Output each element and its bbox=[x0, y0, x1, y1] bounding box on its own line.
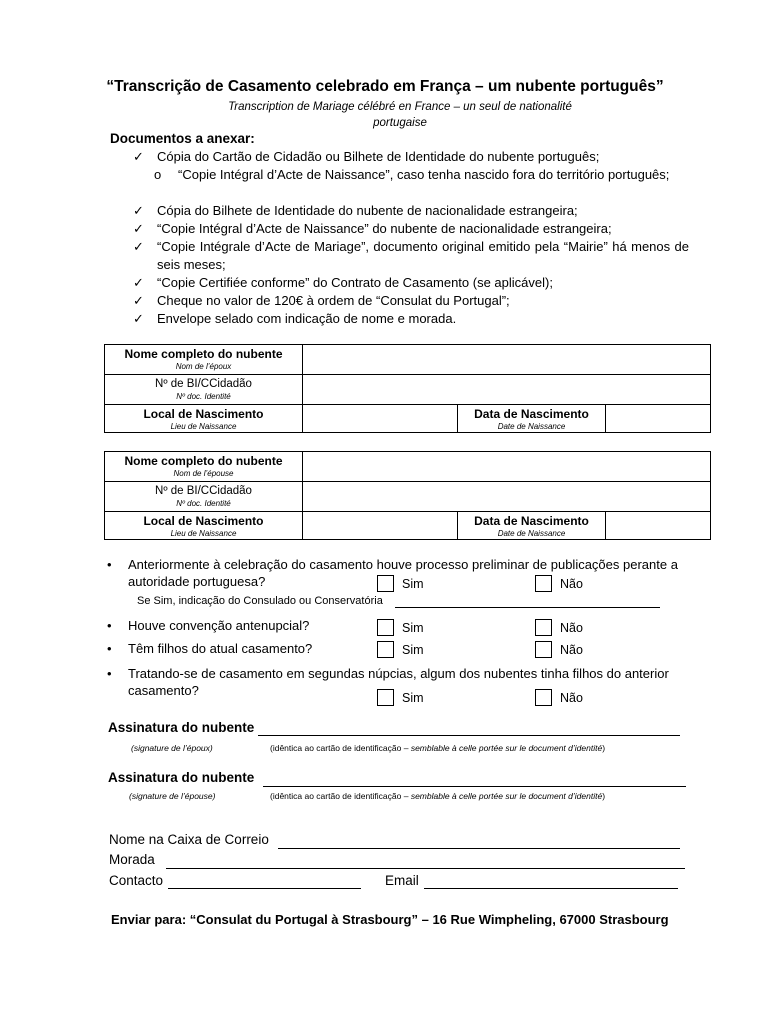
check-icon: ✓ bbox=[133, 275, 144, 290]
children-current-no-checkbox[interactable] bbox=[535, 641, 552, 658]
full-name-sublabel: Nom de l’épouse bbox=[173, 469, 234, 478]
no-label: Não bbox=[560, 577, 583, 591]
question-children-current: Têm filhos do atual casamento? bbox=[128, 641, 313, 656]
question-publications-line2: autoridade portuguesa? bbox=[128, 574, 266, 589]
signature-note-pt: (idêntica ao cartão de identificação – bbox=[270, 743, 411, 753]
question-children-previous-line1: Tratando-se de casamento em segundas núpcias, algum dos nubentes tinha filhos do anterior bbox=[128, 666, 669, 681]
checklist-item-text: “Copie Intégral d’Acte de Naissance”, caso tenha nascido fora do território português; bbox=[178, 167, 670, 182]
signature-1-sublabel: (signature de l’époux) bbox=[131, 743, 213, 753]
signature-note-fr: semblable à celle portée sur le document d’identité bbox=[410, 743, 603, 753]
check-icon: ✓ bbox=[133, 221, 144, 236]
question-prenup: Houve convenção antenupcial? bbox=[128, 618, 310, 633]
check-icon: ✓ bbox=[133, 311, 144, 326]
birthplace-label: Local de Nascimento bbox=[143, 407, 264, 421]
children-current-yes-checkbox[interactable] bbox=[377, 641, 394, 658]
contact-field[interactable] bbox=[168, 888, 361, 889]
signature-note-pt: (idêntica ao cartão de identificação – bbox=[270, 791, 411, 801]
question-publications-line1: Anteriormente à celebração do casamento houve processo preliminar de publicações perante a bbox=[128, 557, 678, 572]
birthplace-sublabel: Lieu de Naissance bbox=[170, 529, 237, 538]
checklist-item bbox=[133, 202, 693, 220]
form-subtitle bbox=[200, 99, 600, 131]
birthdate-label-cell bbox=[458, 512, 606, 540]
yes-label: Sim bbox=[402, 643, 424, 657]
checklist-item-text: “Copie Intégral d’Acte de Naissance” do nubente de nacionalidade estrangeira; bbox=[157, 221, 612, 236]
subtitle-line-1: Transcription de Mariage célébré en France – un seul de nationalité bbox=[228, 101, 572, 113]
id-number-label: Nº de BI/CCidadão bbox=[155, 378, 252, 390]
checklist-sub-item bbox=[154, 166, 694, 202]
signature-2-field[interactable] bbox=[263, 786, 686, 787]
id-number-sublabel: Nº doc. Identité bbox=[176, 499, 231, 508]
name-label-cell bbox=[105, 452, 303, 482]
checklist-item bbox=[133, 148, 693, 166]
checklist-item bbox=[133, 310, 693, 328]
birthplace-label: Local de Nascimento bbox=[143, 514, 264, 528]
signature-2-sublabel: (signature de l’épouse) bbox=[129, 791, 216, 801]
spouse-2-table bbox=[104, 451, 711, 540]
address-field[interactable] bbox=[166, 868, 685, 869]
signature-1-label: Assinatura do nubente bbox=[108, 720, 255, 735]
full-name-label: Nome completo do nubente bbox=[124, 454, 283, 468]
checklist-item-text: Cópia do Bilhete de Identidade do nubente de nacionalidade estrangeira; bbox=[157, 203, 578, 218]
checklist-item bbox=[133, 292, 693, 310]
birthplace-label-cell bbox=[105, 512, 303, 540]
id-number-field[interactable] bbox=[303, 482, 711, 512]
no-label: Não bbox=[560, 691, 583, 705]
check-icon: ✓ bbox=[133, 149, 144, 164]
birthdate-label: Data de Nascimento bbox=[474, 514, 589, 528]
email-field[interactable] bbox=[424, 888, 678, 889]
bullet-dot-icon: • bbox=[107, 618, 112, 633]
checklist-item-text: Cheque no valor de 120€ à ordem de “Consulat du Portugal”; bbox=[157, 293, 510, 308]
signature-note-end: ) bbox=[602, 791, 606, 801]
full-name-field[interactable] bbox=[303, 452, 711, 482]
birthplace-sublabel: Lieu de Naissance bbox=[170, 422, 237, 431]
bullet-dot-icon: • bbox=[107, 666, 112, 681]
signature-note-fr: semblable à celle portée sur le document d’identité bbox=[410, 791, 603, 801]
prenup-yes-checkbox[interactable] bbox=[377, 619, 394, 636]
consulate-followup-label: Se Sim, indicação do Consulado ou Conservatória bbox=[137, 595, 383, 607]
checklist-item-text: Envelope selado com indicação de nome e morada. bbox=[157, 311, 457, 326]
bullet-dot-icon: • bbox=[107, 557, 112, 572]
send-to-address: Enviar para: “Consulat du Portugal à Strasbourg” – 16 Rue Wimpheling, 67000 Strasbourg bbox=[111, 912, 669, 927]
birthdate-label: Data de Nascimento bbox=[474, 407, 589, 421]
check-icon: ✓ bbox=[133, 203, 144, 218]
subtitle-line-2: portugaise bbox=[373, 117, 427, 129]
checklist-item-text: “Copie Intégrale d’Acte de Mariage”, documento original emitido pela “Mairie” há menos de seis meses; bbox=[157, 239, 689, 272]
birthdate-sublabel: Date de Naissance bbox=[497, 422, 566, 431]
checklist-item bbox=[133, 220, 693, 238]
signature-1-field[interactable] bbox=[258, 735, 680, 736]
birthdate-sublabel: Date de Naissance bbox=[497, 529, 566, 538]
birthdate-field[interactable] bbox=[606, 512, 711, 540]
sub-bullet-icon: o bbox=[154, 167, 162, 182]
email-label: Email bbox=[385, 873, 419, 888]
spouse-1-table bbox=[104, 344, 711, 433]
mailbox-name-field[interactable] bbox=[278, 848, 680, 849]
signature-note-end: ) bbox=[602, 743, 606, 753]
id-number-field[interactable] bbox=[303, 375, 711, 405]
full-name-label: Nome completo do nubente bbox=[124, 347, 283, 361]
checklist-item bbox=[133, 274, 693, 292]
checklist-item-text: Cópia do Cartão de Cidadão ou Bilhete de Identidade do nubente português; bbox=[157, 149, 600, 164]
publications-no-checkbox[interactable] bbox=[535, 575, 552, 592]
consulate-field[interactable] bbox=[395, 607, 660, 608]
no-label: Não bbox=[560, 621, 583, 635]
contact-label: Contacto bbox=[109, 873, 164, 888]
birthplace-field[interactable] bbox=[303, 512, 458, 540]
prenup-no-checkbox[interactable] bbox=[535, 619, 552, 636]
id-number-label: Nº de BI/CCidadão bbox=[155, 485, 252, 497]
documents-heading: Documentos a anexar: bbox=[110, 131, 255, 146]
yes-label: Sim bbox=[402, 691, 424, 705]
mailbox-name-label: Nome na Caixa de Correio bbox=[109, 832, 269, 847]
form-title: “Transcrição de Casamento celebrado em França – um nubente português” bbox=[106, 78, 664, 95]
id-label-cell bbox=[105, 482, 303, 512]
signature-2-label: Assinatura do nubente bbox=[108, 770, 255, 785]
signature-1-note bbox=[270, 743, 605, 753]
check-icon: ✓ bbox=[133, 293, 144, 308]
checklist-item bbox=[133, 238, 693, 274]
checklist-item-text: “Copie Certifiée conforme” do Contrato de Casamento (se aplicável); bbox=[157, 275, 553, 290]
id-number-sublabel: Nº doc. Identité bbox=[176, 392, 231, 401]
full-name-sublabel: Nom de l’époux bbox=[175, 362, 232, 371]
birthplace-field[interactable] bbox=[303, 405, 458, 433]
check-icon: ✓ bbox=[133, 239, 144, 254]
name-label-cell bbox=[105, 345, 303, 375]
birthdate-field[interactable] bbox=[606, 405, 711, 433]
bullet-dot-icon: • bbox=[107, 641, 112, 656]
yes-label: Sim bbox=[402, 621, 424, 635]
birthplace-label-cell bbox=[105, 405, 303, 433]
children-previous-yes-checkbox[interactable] bbox=[377, 689, 394, 706]
address-label: Morada bbox=[109, 852, 155, 867]
full-name-field[interactable] bbox=[303, 345, 711, 375]
yes-label: Sim bbox=[402, 577, 424, 591]
question-children-previous-line2: casamento? bbox=[128, 683, 199, 698]
children-previous-no-checkbox[interactable] bbox=[535, 689, 552, 706]
id-label-cell bbox=[105, 375, 303, 405]
publications-yes-checkbox[interactable] bbox=[377, 575, 394, 592]
no-label: Não bbox=[560, 643, 583, 657]
signature-2-note bbox=[270, 791, 605, 801]
birthdate-label-cell bbox=[458, 405, 606, 433]
